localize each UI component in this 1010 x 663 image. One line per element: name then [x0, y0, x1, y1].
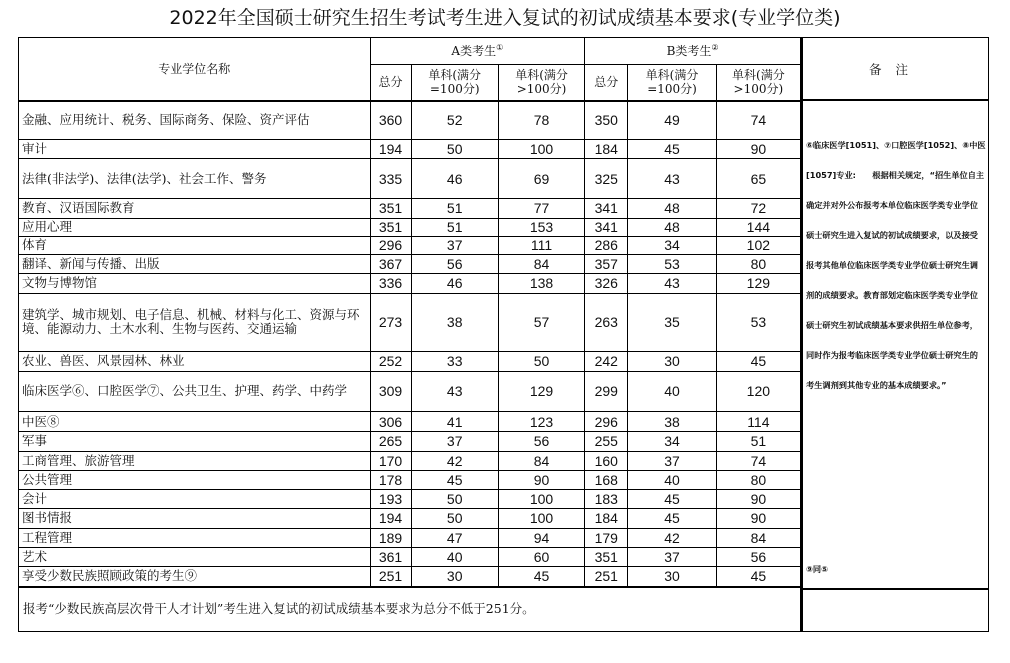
b-single100: 45	[628, 139, 716, 158]
a-single100: 40	[411, 547, 498, 566]
header-group-b: B类考生②	[585, 38, 801, 65]
b-single100: 37	[628, 451, 716, 470]
b-single-gt100: 51	[716, 432, 800, 451]
row-name: 图书情报	[19, 509, 371, 528]
table-row	[19, 255, 801, 274]
table-row	[19, 490, 801, 509]
b-total: 184	[585, 139, 628, 158]
a-single-gt100: 50	[498, 352, 584, 371]
header-b-single100: 单科(满分 =100分)	[628, 65, 716, 101]
table-row	[19, 218, 801, 236]
b-single-gt100: 114	[716, 412, 800, 432]
b-single-gt100: 102	[716, 236, 800, 254]
header-b-total: 总分	[585, 65, 628, 101]
a-single100: 38	[411, 293, 498, 352]
footnote-row	[19, 587, 801, 632]
row-name: 工程管理	[19, 528, 371, 547]
row-name: 公共管理	[19, 470, 371, 489]
table-row	[19, 432, 801, 451]
row-name: 工商管理、旅游管理	[19, 451, 371, 470]
remarks-header: 备注	[803, 38, 988, 101]
b-single100: 53	[628, 255, 716, 274]
b-single-gt100: 90	[716, 139, 800, 158]
b-total: 183	[585, 490, 628, 509]
a-total: 351	[370, 199, 411, 218]
b-single100: 45	[628, 509, 716, 528]
b-single-gt100: 120	[716, 371, 800, 412]
a-total: 178	[370, 470, 411, 489]
a-single-gt100: 129	[498, 371, 584, 412]
a-single-gt100: 57	[498, 293, 584, 352]
a-single100: 46	[411, 158, 498, 199]
header-a-total: 总分	[370, 65, 411, 101]
b-single-gt100: 56	[716, 547, 800, 566]
b-single-gt100: 45	[716, 352, 800, 371]
a-total: 306	[370, 412, 411, 432]
b-single-gt100: 144	[716, 218, 800, 236]
a-single-gt100: 153	[498, 218, 584, 236]
a-single-gt100: 100	[498, 139, 584, 158]
a-single100: 50	[411, 139, 498, 158]
row-name: 临床医学⑥、口腔医学⑦、公共卫生、护理、药学、中药学	[19, 371, 371, 412]
table-row	[19, 567, 801, 587]
a-single-gt100: 56	[498, 432, 584, 451]
header-a-single-gt100: 单科(满分 >100分)	[498, 65, 584, 101]
b-total: 341	[585, 199, 628, 218]
a-single100: 52	[411, 101, 498, 140]
b-total: 160	[585, 451, 628, 470]
table-row	[19, 547, 801, 566]
a-single100: 37	[411, 236, 498, 254]
row-name: 应用心理	[19, 218, 371, 236]
row-name: 教育、汉语国际教育	[19, 199, 371, 218]
row-name: 军事	[19, 432, 371, 451]
b-single-gt100: 90	[716, 509, 800, 528]
b-single-gt100: 53	[716, 293, 800, 352]
b-total: 263	[585, 293, 628, 352]
b-single100: 43	[628, 274, 716, 293]
row-name: 建筑学、城市规划、电子信息、机械、材料与化工、资源与环境、能源动力、土木水利、生物与医药、交通运输	[19, 293, 371, 352]
table-row	[19, 274, 801, 293]
table-row	[19, 293, 801, 352]
a-single100: 50	[411, 490, 498, 509]
b-single-gt100: 74	[716, 101, 800, 140]
a-single-gt100: 78	[498, 101, 584, 140]
b-single100: 48	[628, 199, 716, 218]
b-single100: 48	[628, 218, 716, 236]
b-single-gt100: 72	[716, 199, 800, 218]
a-total: 309	[370, 371, 411, 412]
row-name: 文物与博物馆	[19, 274, 371, 293]
a-single-gt100: 84	[498, 451, 584, 470]
b-single100: 34	[628, 236, 716, 254]
row-name: 享受少数民族照顾政策的考生⑨	[19, 567, 371, 587]
b-single100: 38	[628, 412, 716, 432]
table-row	[19, 101, 801, 140]
a-total: 265	[370, 432, 411, 451]
b-total: 286	[585, 236, 628, 254]
b-single100: 42	[628, 528, 716, 547]
a-total: 351	[370, 218, 411, 236]
a-total: 336	[370, 274, 411, 293]
b-total: 350	[585, 101, 628, 140]
b-single100: 40	[628, 470, 716, 489]
a-single-gt100: 60	[498, 547, 584, 566]
b-total: 299	[585, 371, 628, 412]
a-single-gt100: 84	[498, 255, 584, 274]
table-row	[19, 509, 801, 528]
a-single-gt100: 100	[498, 509, 584, 528]
a-total: 194	[370, 139, 411, 158]
a-single-gt100: 100	[498, 490, 584, 509]
b-single100: 40	[628, 371, 716, 412]
a-total: 273	[370, 293, 411, 352]
b-total: 325	[585, 158, 628, 199]
a-total: 194	[370, 509, 411, 528]
a-total: 335	[370, 158, 411, 199]
b-single-gt100: 65	[716, 158, 800, 199]
a-single-gt100: 94	[498, 528, 584, 547]
b-single-gt100: 45	[716, 567, 800, 587]
header-group-a: A类考生①	[370, 38, 585, 65]
b-total: 296	[585, 412, 628, 432]
row-name: 会计	[19, 490, 371, 509]
a-total: 189	[370, 528, 411, 547]
remarks-text-2: ⑨同⑤	[806, 564, 829, 574]
b-total: 179	[585, 528, 628, 547]
table-row	[19, 352, 801, 371]
row-name: 审计	[19, 139, 371, 158]
a-single100: 43	[411, 371, 498, 412]
a-single100: 51	[411, 199, 498, 218]
score-table	[18, 37, 801, 632]
a-single-gt100: 69	[498, 158, 584, 199]
b-single100: 45	[628, 490, 716, 509]
header-b-single-gt100: 单科(满分 >100分)	[716, 65, 800, 101]
b-single100: 49	[628, 101, 716, 140]
a-single-gt100: 77	[498, 199, 584, 218]
a-total: 251	[370, 567, 411, 587]
b-total: 184	[585, 509, 628, 528]
a-single100: 56	[411, 255, 498, 274]
table-row	[19, 236, 801, 254]
header-a-single100: 单科(满分 =100分)	[411, 65, 498, 101]
a-total: 367	[370, 255, 411, 274]
table-row	[19, 412, 801, 432]
a-single-gt100: 138	[498, 274, 584, 293]
b-single-gt100: 80	[716, 470, 800, 489]
b-single100: 43	[628, 158, 716, 199]
a-single-gt100: 90	[498, 470, 584, 489]
b-single100: 30	[628, 567, 716, 587]
a-total: 170	[370, 451, 411, 470]
a-single100: 47	[411, 528, 498, 547]
b-single100: 30	[628, 352, 716, 371]
row-name: 艺术	[19, 547, 371, 566]
a-total: 360	[370, 101, 411, 140]
b-total: 341	[585, 218, 628, 236]
row-name: 翻译、新闻与传播、出版	[19, 255, 371, 274]
b-total: 242	[585, 352, 628, 371]
a-single100: 51	[411, 218, 498, 236]
a-single-gt100: 123	[498, 412, 584, 432]
remarks-text: ⑥临床医学[1051]、⑦口腔医学[1052]、⑧中医[1057]专业: 根据相关规定，“招生单位自主确定并对外公布报考本单位临床医学类专业学位硕士研究生进入复试的初试成绩要求，以及接受报考其他单位临床医学类专业学位硕士研究生调剂的成绩要求。教育部划定临床医学类专业学位硕士研究生初试成绩基本要求供招生单位参考，同时作为报考临床医学类专业学位硕士研究生的考生调剂到其他专业的基本成绩要求。”	[806, 140, 986, 390]
b-single100: 37	[628, 547, 716, 566]
b-single-gt100: 84	[716, 528, 800, 547]
remarks-column	[801, 37, 989, 632]
table-row	[19, 451, 801, 470]
table-row	[19, 158, 801, 199]
b-single100: 34	[628, 432, 716, 451]
a-single-gt100: 45	[498, 567, 584, 587]
a-single100: 46	[411, 274, 498, 293]
b-total: 357	[585, 255, 628, 274]
b-single100: 35	[628, 293, 716, 352]
row-name: 体育	[19, 236, 371, 254]
b-total: 251	[585, 567, 628, 587]
row-name: 金融、应用统计、税务、国际商务、保险、资产评估	[19, 101, 371, 140]
b-single-gt100: 129	[716, 274, 800, 293]
a-total: 193	[370, 490, 411, 509]
row-name: 农业、兽医、风景园林、林业	[19, 352, 371, 371]
a-single100: 33	[411, 352, 498, 371]
header-major: 专业学位名称	[19, 38, 371, 101]
b-total: 351	[585, 547, 628, 566]
a-total: 296	[370, 236, 411, 254]
table-row	[19, 199, 801, 218]
b-single-gt100: 90	[716, 490, 800, 509]
a-single100: 37	[411, 432, 498, 451]
a-single100: 41	[411, 412, 498, 432]
page-title: 2022年全国硕士研究生招生考试考生进入复试的初试成绩基本要求(专业学位类)	[169, 7, 841, 29]
a-single100: 42	[411, 451, 498, 470]
a-single100: 45	[411, 470, 498, 489]
b-single-gt100: 80	[716, 255, 800, 274]
remarks-footer-cell	[803, 588, 988, 633]
b-single-gt100: 74	[716, 451, 800, 470]
b-total: 326	[585, 274, 628, 293]
table-row	[19, 470, 801, 489]
row-name: 法律(非法学)、法律(法学)、社会工作、警务	[19, 158, 371, 199]
table-row	[19, 371, 801, 412]
a-single100: 50	[411, 509, 498, 528]
footnote-text: 报考“少数民族高层次骨干人才计划”考生进入复试的初试成绩基本要求为总分不低于251分。	[19, 587, 801, 632]
table-row	[19, 528, 801, 547]
a-total: 361	[370, 547, 411, 566]
table-row	[19, 139, 801, 158]
a-single100: 30	[411, 567, 498, 587]
a-single-gt100: 111	[498, 236, 584, 254]
a-total: 252	[370, 352, 411, 371]
row-name: 中医⑧	[19, 412, 371, 432]
b-total: 255	[585, 432, 628, 451]
b-total: 168	[585, 470, 628, 489]
